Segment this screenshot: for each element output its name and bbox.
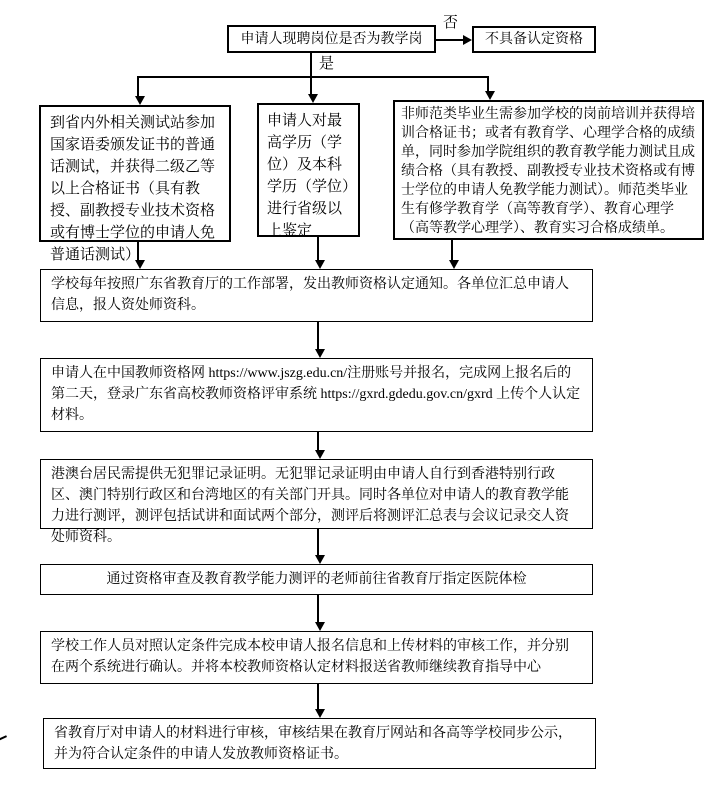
pre-job-training-text: 非师范类毕业生需参加学校的岗前培训并获得培训合格证书；或者有教育学、心理学合格的成绩单，同时参加学院组织的教育教学能力测试且成绩合格（具有教授、副教授专业技术资格或有博士学位的申请人免教学能力测试）。师范类毕业生有修学教育学（高等教育学）、教育心理学（高等教学心理学）、教育实习合格成绩单。 [401, 107, 695, 236]
flow-arrow [451, 240, 453, 260]
step-no-crime-record-box [40, 459, 593, 545]
degree-verification-text: 申请人对最高学历（学位）及本科学历（学位）进行省级以上鉴定 [267, 113, 350, 239]
step-physical-exam-text: 通过资格审查及教育教学能力测评的老师前往省教育厅指定医院体检 [106, 572, 527, 587]
flow-arrow [317, 529, 319, 555]
decision-label: 申请人现聘岗位是否为教学岗 [240, 31, 423, 47]
flow-arrow [137, 242, 139, 260]
mandarin-test-text: 到省内外相关测试站参加国家语委颁发证书的普通话测试，并获得二级乙等以上合格证书（具有教授、副教授专业技术资格或有博士学位的申请人免普通话测试） [50, 115, 216, 263]
flow-arrow [317, 237, 319, 260]
mandarin-test-box [39, 105, 231, 263]
flow-arrow [487, 76, 489, 91]
decision-box [227, 25, 436, 53]
step-notice-text: 学校每年按照广东省教育厅的工作部署，发出教师资格认定通知。各单位汇总申请人信息，报人资处师资科。 [51, 277, 569, 313]
step-notice-box [40, 269, 593, 322]
flow-arrow [317, 684, 319, 709]
pre-job-training-box [393, 100, 704, 240]
flow-arrow [317, 432, 319, 450]
step-registration-box [40, 358, 593, 432]
step-no-crime-record-text: 港澳台居民需提供无犯罪记录证明。无犯罪记录证明由申请人自行到香港特别行政区、澳门特别行政区和台湾地区的有关部门开具。同时各单位对申请人的教育教学能力进行测评，测评包括试讲和面试两个部分，测评后将测评汇总表与会议记录交人资处师资科。 [51, 467, 569, 545]
step-school-review-text: 学校工作人员对照认定条件完成本校申请人报名信息和上传材料的审核工作，并分别在两个系统进行确认。并将本校教师资格认定材料报送省教师继续教育指导中心 [51, 639, 569, 675]
step-physical-exam-box [40, 564, 593, 595]
reject-box [472, 26, 596, 53]
flow-arrow [317, 322, 319, 349]
branch-split-line [138, 76, 489, 78]
flow-arrow [137, 76, 139, 96]
step-certificate-text: 省教育厅对申请人的材料进行审核，审核结果在教育厅网站和各高等学校同步公示，并为符合认定条件的申请人发放教师资格证书。 [54, 726, 572, 762]
flow-arrow [317, 595, 319, 622]
yes-branch-line [310, 53, 312, 78]
step-certificate-box [43, 718, 596, 769]
step-school-review-box [40, 631, 593, 684]
scan-artifact [0, 735, 7, 741]
degree-verification-box [257, 103, 360, 237]
no-branch-label: 否 [443, 15, 459, 31]
no-branch-arrow [436, 39, 470, 41]
yes-branch-label: 是 [319, 56, 335, 72]
flow-arrow [310, 76, 312, 94]
reject-label: 不具备认定资格 [485, 32, 583, 47]
step-registration-text: 申请人在中国教师资格网 https://www.jszg.edu.cn/注册账号并报名，完成网上报名后的第二天，登录广东省高校教师资格评审系统 https://gxrd.gdedu.gov.cn/gxrd 上传个人认定材料。 [51, 366, 581, 423]
